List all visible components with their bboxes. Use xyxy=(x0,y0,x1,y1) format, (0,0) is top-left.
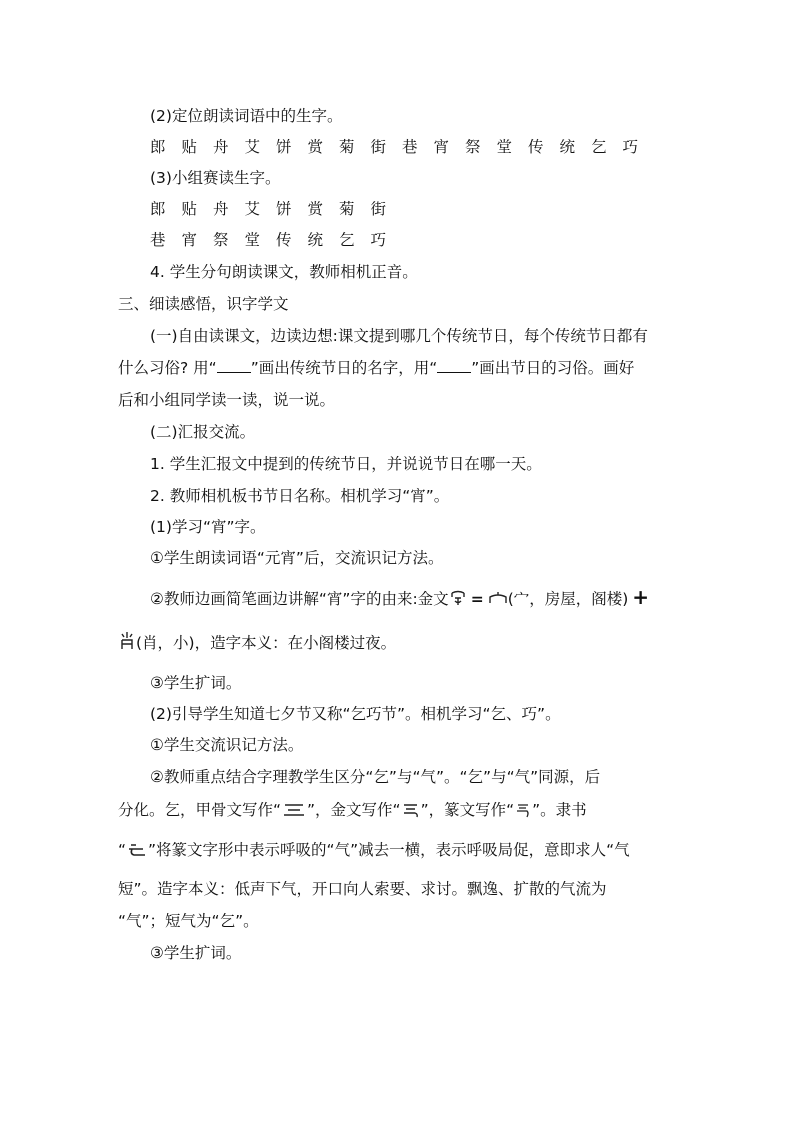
item-2-2-b-line-4: 短”。造字本义：低声下气，开口向人索要、求讨。飘逸、扩散的气流为 xyxy=(118,880,607,898)
item-2-text: 2. 教师相机板书节日名称。相机学习“宵”。 xyxy=(150,487,450,505)
text-segment: ”。隶书 xyxy=(532,801,587,819)
char-row-2 xyxy=(150,199,402,219)
new-character: 赏 xyxy=(307,138,324,156)
new-character: 乞 xyxy=(591,138,607,156)
new-character: 传 xyxy=(276,231,292,249)
new-character: 宵 xyxy=(433,138,450,156)
new-character: 饼 xyxy=(276,138,292,156)
new-character: 统 xyxy=(559,138,576,156)
item-2-1-b-line-2 xyxy=(118,631,396,653)
subsection-2-heading: (二)汇报交流。 xyxy=(150,423,256,441)
item-1-text: 1. 学生汇报文中提到的传统节日，并说说节日在哪一天。 xyxy=(150,455,542,473)
new-character: 菊 xyxy=(339,200,355,218)
new-character: 街 xyxy=(370,138,387,156)
item-2-1-c: ③学生扩词。 xyxy=(150,674,242,692)
step-2-heading: (2)定位朗读词语中的生字。 xyxy=(150,107,343,125)
text-segment: ”，篆文写作“ xyxy=(420,801,515,819)
oracle-qi-glyph-icon xyxy=(281,802,307,818)
new-character: 堂 xyxy=(244,231,261,249)
new-character: 舟 xyxy=(213,138,229,156)
text-segment: ②教师边画简笔画边讲解“宵”字的由来:金文 xyxy=(150,590,449,608)
new-character: 饼 xyxy=(276,200,292,218)
bronze-qi-glyph-icon xyxy=(401,802,421,818)
item-2-1-b-line-1 xyxy=(150,587,649,609)
new-character: 郎 xyxy=(150,138,166,156)
new-character: 堂 xyxy=(496,138,513,156)
item-2-2-b-line-3 xyxy=(118,840,630,860)
new-character: 赏 xyxy=(307,200,324,218)
char-row-3 xyxy=(150,230,402,250)
new-character: 祭 xyxy=(213,231,229,249)
text-segment: 分化。乞，甲骨文写作“ xyxy=(118,801,282,819)
para-1-line-3: 后和小组同学读一读，说一说。 xyxy=(118,391,336,409)
new-character: 艾 xyxy=(244,138,261,156)
char-row-1 xyxy=(150,137,654,157)
section-3-heading: 三、细读感悟，识字学文 xyxy=(118,295,289,313)
seal-qi-glyph-icon xyxy=(514,802,532,818)
new-character: 巷 xyxy=(150,231,166,249)
step-3-heading: (3)小组赛读生字。 xyxy=(150,169,281,187)
new-character: 巷 xyxy=(402,138,418,156)
text-segment: ”画出节日的习俗。画好 xyxy=(471,359,635,377)
new-character: 艾 xyxy=(244,200,261,218)
new-character: 乞 xyxy=(339,231,355,249)
item-2-2-heading: (2)引导学生知道七夕节又称“乞巧节”。相机学习“乞、巧”。 xyxy=(150,705,561,723)
new-character: 菊 xyxy=(339,138,355,156)
new-character: 贴 xyxy=(181,138,198,156)
mian-radical-glyph-icon xyxy=(488,591,508,607)
item-2-1-heading: (1)学习“宵”字。 xyxy=(150,518,266,536)
new-character: 宵 xyxy=(181,231,198,249)
text-segment: ”，金文写作“ xyxy=(307,801,401,819)
bronze-xiao-component-glyph-icon xyxy=(118,631,136,651)
para-1-line-2 xyxy=(118,358,634,378)
new-character: 巧 xyxy=(370,231,387,249)
underline-blank xyxy=(437,358,471,373)
new-character: 贴 xyxy=(181,200,198,218)
new-character: 舟 xyxy=(213,200,229,218)
step-4-text: 4. 学生分句朗读课文，教师相机正音。 xyxy=(150,263,418,281)
new-character: 传 xyxy=(528,138,544,156)
item-2-1-a: ①学生朗读词语“元宵”后，交流识记方法。 xyxy=(150,549,444,567)
text-segment: “ xyxy=(118,841,127,859)
para-1-line-1: (一)自由读课文，边读边想:课文提到哪几个传统节日，每个传统节日都有 xyxy=(150,327,648,345)
text-segment: ”将篆文字形中表示呼吸的“气”减去一横，表示呼吸局促，意即求人“气 xyxy=(148,841,630,859)
text-segment: (肖，小)，造字本义：在小阁楼过夜。 xyxy=(136,634,397,652)
text-segment: (宀，房屋，阁楼) xyxy=(507,590,629,608)
item-2-2-a: ①学生交流识记方法。 xyxy=(150,736,304,754)
clerical-qi-glyph-icon xyxy=(126,842,148,858)
item-2-2-c: ③学生扩词。 xyxy=(150,944,242,962)
item-2-2-b-line-1: ②教师重点结合字理教学生区分“乞”与“气”。“乞”与“气”同源，后 xyxy=(150,768,601,786)
text-segment: ”画出传统节日的名字，用“ xyxy=(250,359,438,377)
new-character: 统 xyxy=(307,231,324,249)
plus-sign: + xyxy=(632,585,650,609)
new-character: 街 xyxy=(370,200,387,218)
new-character: 祭 xyxy=(465,138,481,156)
item-2-2-b-line-5: “气”；短气为“乞”。 xyxy=(118,912,259,930)
bronze-xiao-glyph-icon xyxy=(449,589,467,607)
equals-sign: = xyxy=(470,590,484,608)
new-character: 巧 xyxy=(622,138,639,156)
underline-blank xyxy=(217,358,251,373)
new-character: 郎 xyxy=(150,200,166,218)
item-2-2-b-line-2 xyxy=(118,800,587,820)
text-segment: 什么习俗? 用“ xyxy=(118,359,217,377)
